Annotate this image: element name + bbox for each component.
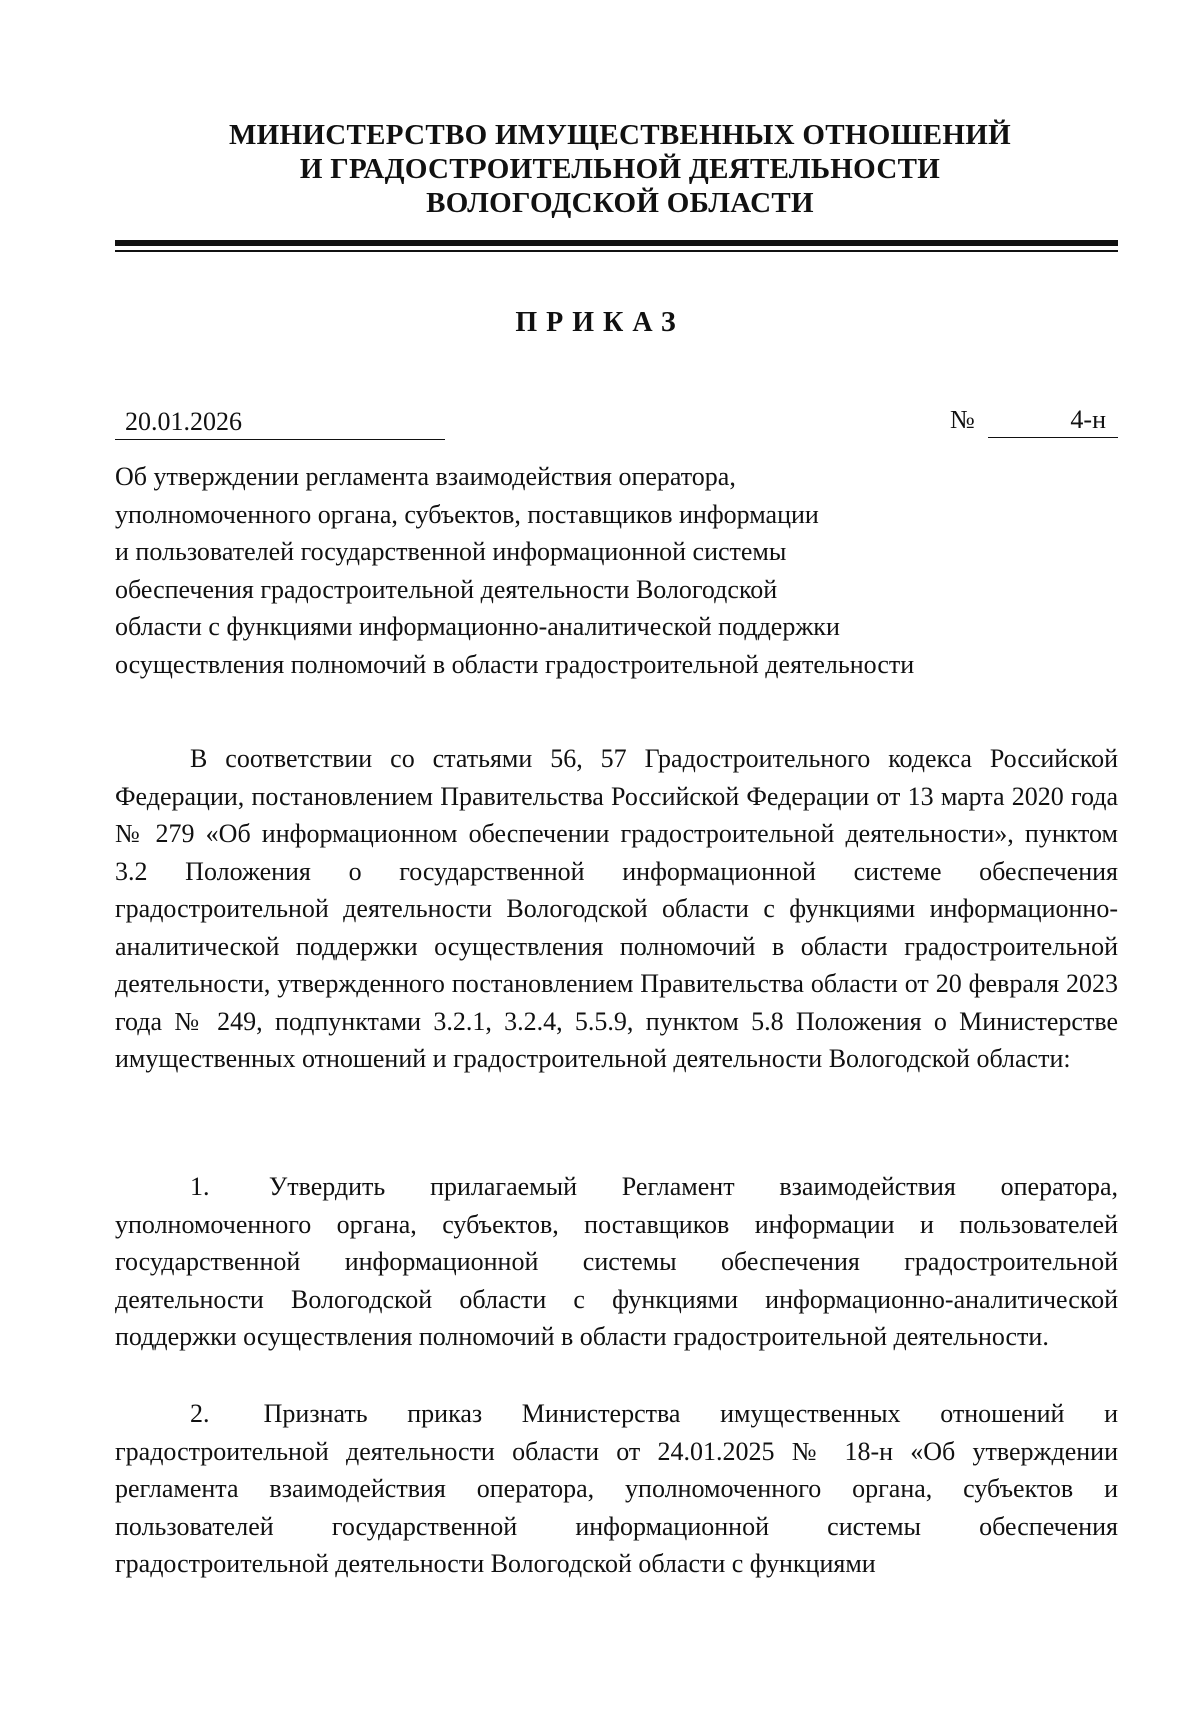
item-text: Утвердить прилагаемый Регламент взаимодействия оператора, уполномоченного органа, субъектов, поставщиков информации и пользователей государственной информационной системы обеспечения градостроительной деятельности Вологодской области с функциями информационно-аналитической поддержки осуществления полномочий в области градостроительной деятельности. — [115, 1172, 1119, 1351]
subject-line: уполномоченного органа, субъектов, поставщиков информации — [115, 499, 819, 529]
item-number: 1. — [190, 1172, 210, 1201]
item-text: Признать приказ Министерства имущественных отношений и градостроительной деятельности области от 24.01.2025 № 18-н «Об утверждении регламента взаимодействия оператора, уполномоченного органа, субъектов и пользователей государственной информационной системы обеспечения градостроительной деятельности Вологодской области с функциями — [115, 1399, 1119, 1578]
order-date: 20.01.2026 — [115, 405, 445, 440]
ministry-line-2: И ГРАДОСТРОИТЕЛЬНОЙ ДЕЯТЕЛЬНОСТИ — [299, 153, 941, 185]
item-number: 2. — [190, 1399, 210, 1428]
order-item-1 — [115, 1168, 1118, 1356]
subject-line: обеспечения градостроительной деятельности Вологодской — [115, 574, 778, 604]
subject-line: осуществления полномочий в области градостроительной деятельности — [115, 649, 915, 679]
header-divider-thick — [115, 240, 1118, 246]
ministry-line-1: МИНИСТЕРСТВО ИМУЩЕСТВЕННЫХ ОТНОШЕНИЙ — [228, 119, 1011, 151]
subject-line: области с функциями информационно-аналитической поддержки — [115, 612, 840, 641]
order-number: 4-н — [988, 403, 1118, 438]
subject-line: Об утверждении регламента взаимодействия оператора, — [115, 462, 736, 491]
preamble-paragraph: В соответствии со статьями 56, 57 Градостроительного кодекса Российской Федерации, постановлением Правительства Российской Федерации от 13 марта 2020 года № 279 «Об информационном обеспечении градостроительной деятельности», пунктом 3.2 Положения о государственной информационной системе обеспечения градостроительной деятельности Вологодской области с функциями информационно-аналитической поддержки осуществления полномочий в области градостроительной деятельности, утвержденного постановлением Правительства области от 20 февраля 2023 года № 249, подпунктами 3.2.1, 3.2.4, 5.5.9, пунктом 5.8 Положения о Министерстве имущественных отношений и градостроительной деятельности Вологодской области: — [115, 744, 1118, 1073]
ministry-line-3: ВОЛОГОДСКОЙ ОБЛАСТИ — [426, 187, 814, 219]
subject-line: и пользователей государственной информационной системы — [115, 537, 787, 566]
ministry-header — [120, 118, 1120, 220]
order-subject — [115, 458, 1015, 683]
order-item-2 — [115, 1395, 1118, 1583]
order-number-sign: № — [950, 405, 975, 434]
header-divider-thin — [115, 250, 1118, 252]
order-title: ПРИКАЗ — [515, 307, 685, 338]
